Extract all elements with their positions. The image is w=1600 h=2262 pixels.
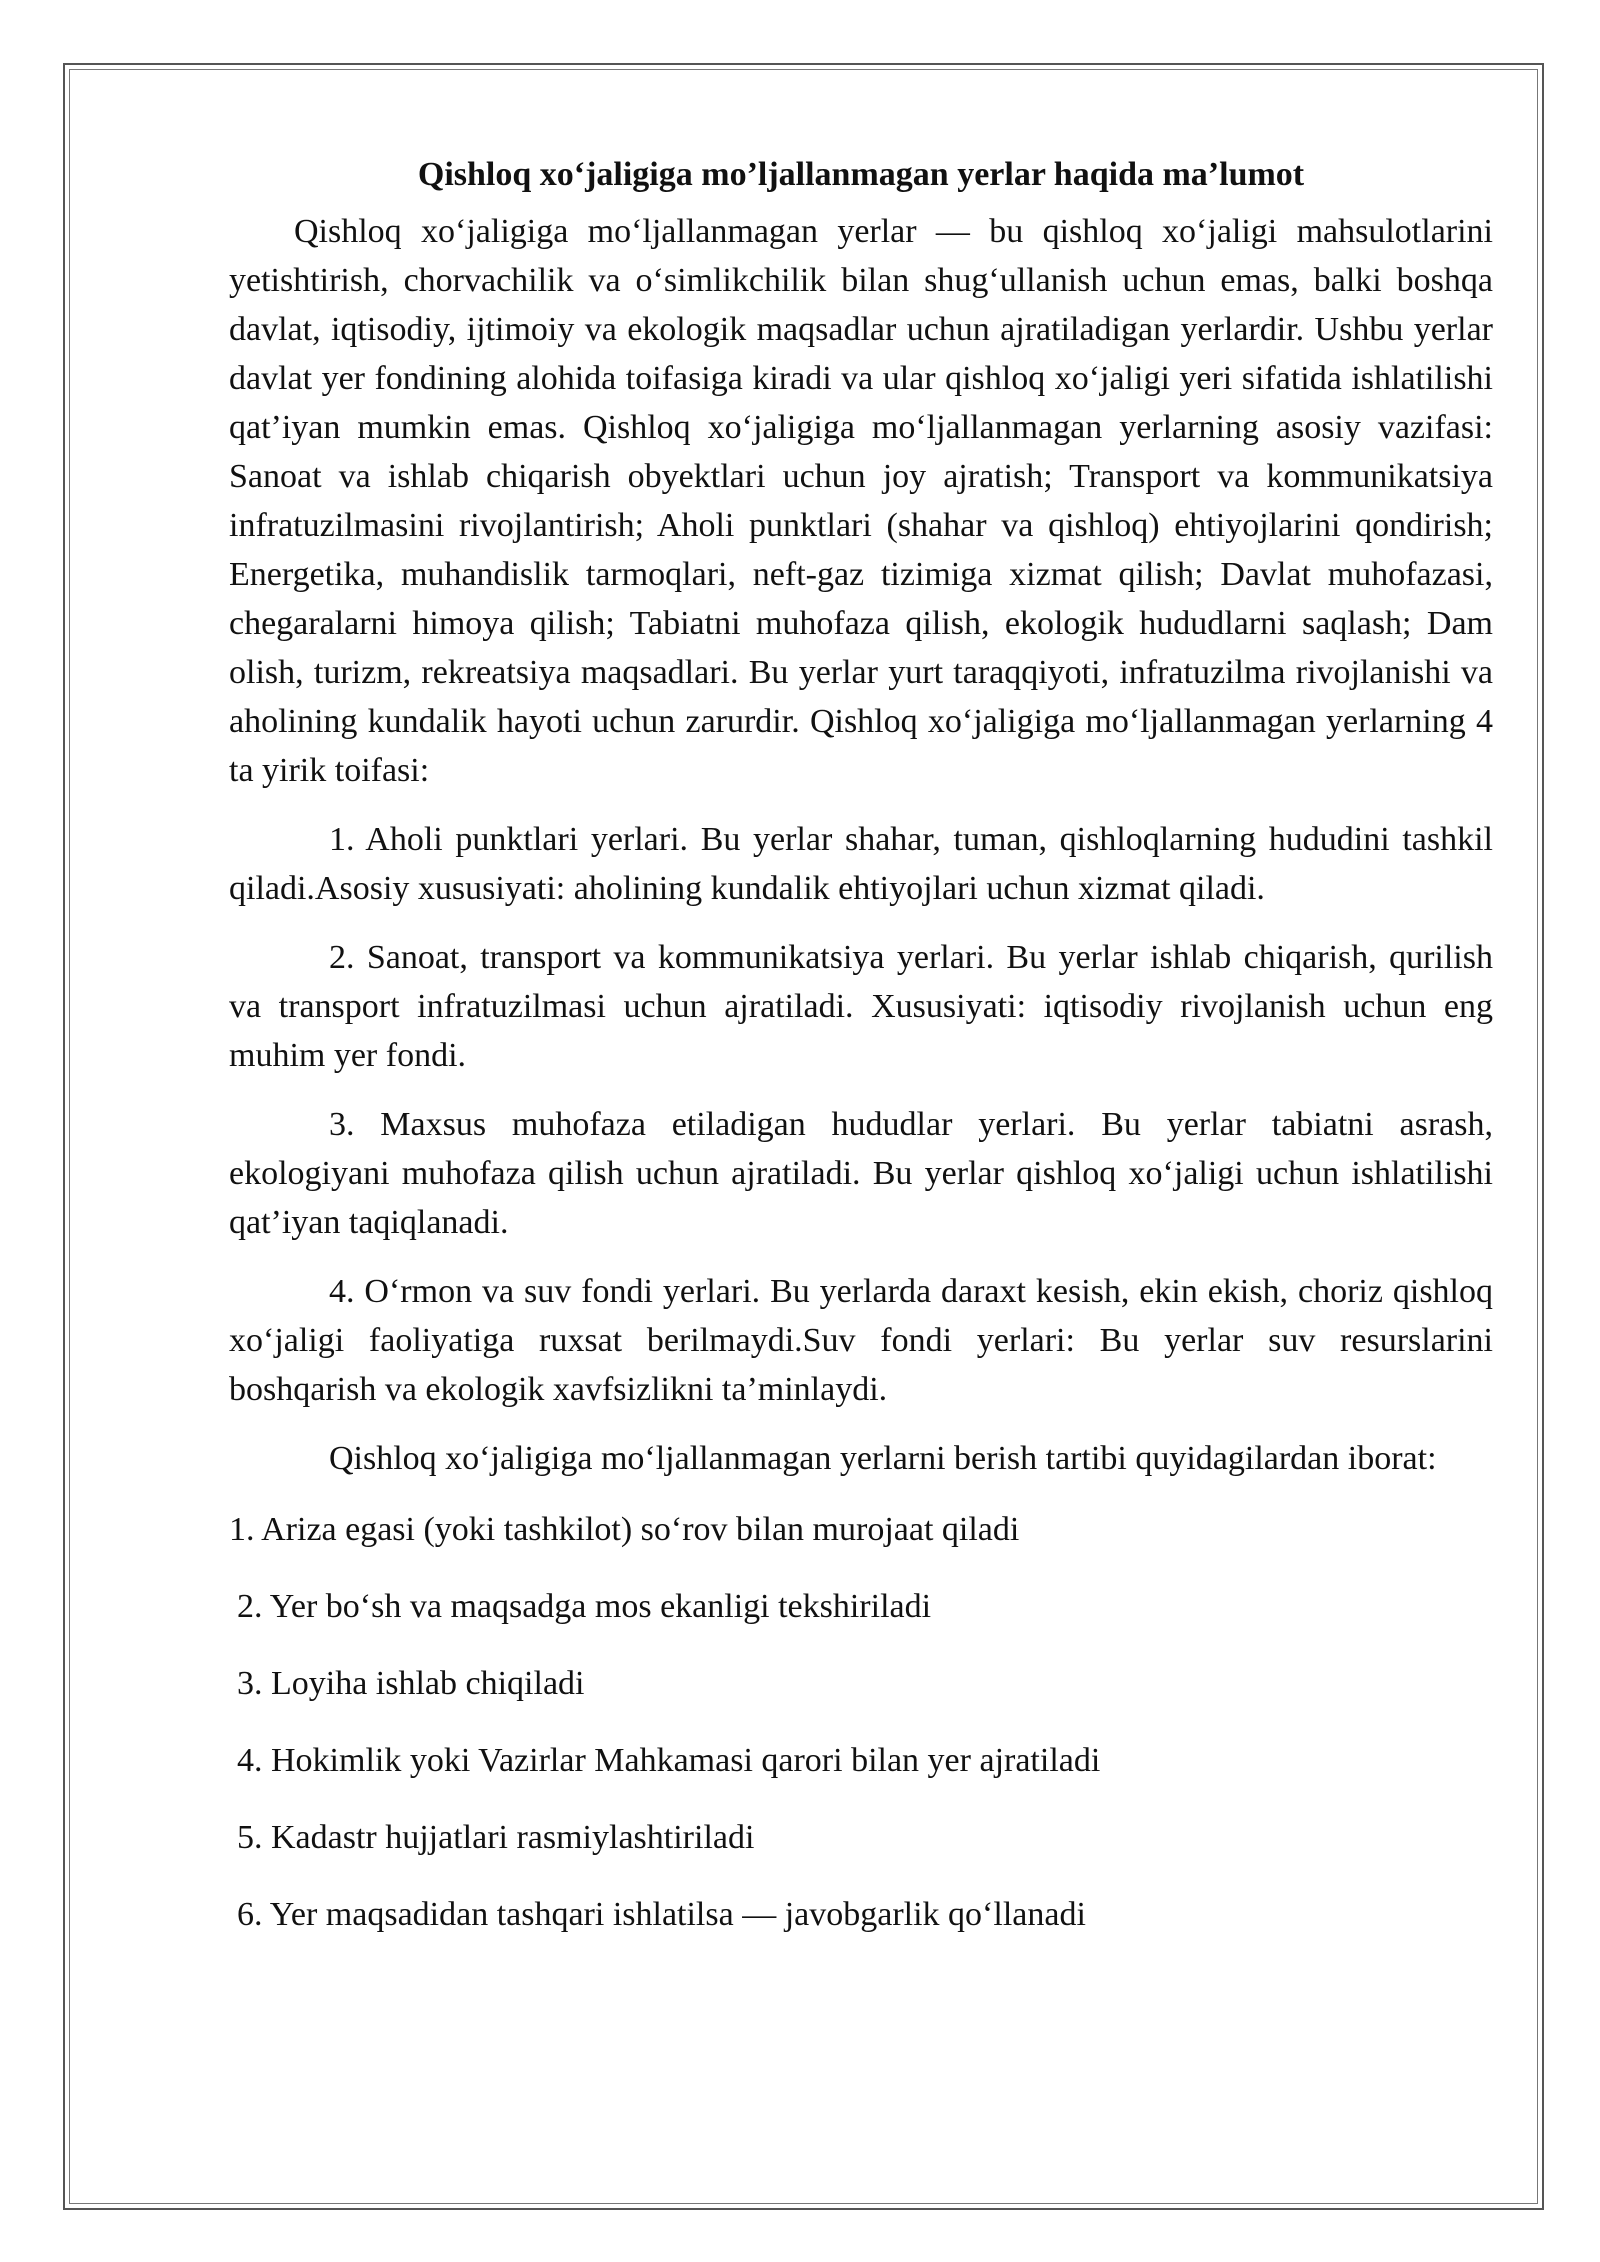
procedure-steps-list xyxy=(229,1505,1493,1939)
document-body xyxy=(229,150,1493,1967)
procedure-step-5: 5. Kadastr hujjatlari rasmiylashtiriladi xyxy=(237,1819,755,1856)
document-title: Qishloq xo‘jaligiga mo’ljallanmagan yerlar haqida ma’lumot xyxy=(417,156,1305,193)
category-paragraph-3: 3. Maxsus muhofaza etiladigan hududlar yerlari. Bu yerlar tabiatni asrash, ekologiyani muhofaza qilish uchun ajratiladi. Bu yerlar qishloq xo‘jaligi uchun ishlatilishi qat’iyan taqiqlanadi. xyxy=(229,1106,1493,1241)
procedure-step-6: 6. Yer maqsadidan tashqari ishlatilsa — javobgarlik qo‘llanadi xyxy=(237,1896,1086,1933)
procedure-step-1: 1. Ariza egasi (yoki tashkilot) so‘rov bilan murojaat qiladi xyxy=(229,1511,1020,1548)
category-paragraph-4: 4. O‘rmon va suv fondi yerlari. Bu yerlarda daraxt kesish, ekin ekish, choriz qishloq xo‘jaligi faoliyatiga ruxsat berilmaydi.Suv fondi yerlari: Bu yerlar suv resurslarini boshqarish va ekologik xavfsizlikni ta’minlaydi. xyxy=(229,1273,1493,1408)
category-paragraph-2: 2. Sanoat, transport va kommunikatsiya yerlari. Bu yerlar ishlab chiqarish, qurilish va transport infratuzilmasi uchun ajratiladi. Xususiyati: iqtisodiy rivojlanish uchun eng muhim yer fondi. xyxy=(229,939,1493,1074)
procedure-step-2: 2. Yer bo‘sh va maqsadga mos ekanligi tekshiriladi xyxy=(237,1588,932,1625)
category-paragraph-1: 1. Aholi punktlari yerlari. Bu yerlar shahar, tuman, qishloqlarning hududini tashkil qiladi.Asosiy xususiyati: aholining kundalik ehtiyojlari uchun xizmat qiladi. xyxy=(229,821,1493,907)
procedure-step-3: 3. Loyiha ishlab chiqiladi xyxy=(237,1665,585,1702)
intro-paragraph: Qishloq xo‘jaligiga mo‘ljallanmagan yerlar — bu qishloq xo‘jaligi mahsulotlarini yetishtirish, chorvachilik va o‘simlikchilik bilan shug‘ullanish uchun emas, balki boshqa davlat, iqtisodiy, ijtimoiy va ekologik maqsadlar uchun ajratiladigan yerlardir. Ushbu yerlar davlat yer fondining alohida toifasiga kiradi va ular qishloq xo‘jaligi yeri sifatida ishlatilishi qat’iyan mumkin emas. Qishloq xo‘jaligiga mo‘ljallanmagan yerlarning asosiy vazifasi: Sanoat va ishlab chiqarish obyektlari uchun joy ajratish; Transport va kommunikatsiya infratuzilmasini rivojlantirish; Aholi punktlari (shahar va qishloq) ehtiyojlarini qondirish; Energetika, muhandislik tarmoqlari, neft-gaz tizimiga xizmat qilish; Davlat muhofazasi, chegaralarni himoya qilish; Tabiatni muhofaza qilish, ekologik hududlarni saqlash; Dam olish, turizm, rekreatsiya maqsadlari. Bu yerlar yurt taraqqiyoti, infratuzilma rivojlanishi va aholining kundalik hayoti uchun zarurdir. Qishloq xo‘jaligiga mo‘ljallanmagan yerlarning 4 ta yirik toifasi: xyxy=(229,213,1493,789)
procedure-intro-paragraph: Qishloq xo‘jaligiga mo‘ljallanmagan yerlarni berish tartibi quyidagilardan iborat: xyxy=(329,1440,1437,1477)
procedure-step-4: 4. Hokimlik yoki Vazirlar Mahkamasi qarori bilan yer ajratiladi xyxy=(237,1742,1101,1779)
